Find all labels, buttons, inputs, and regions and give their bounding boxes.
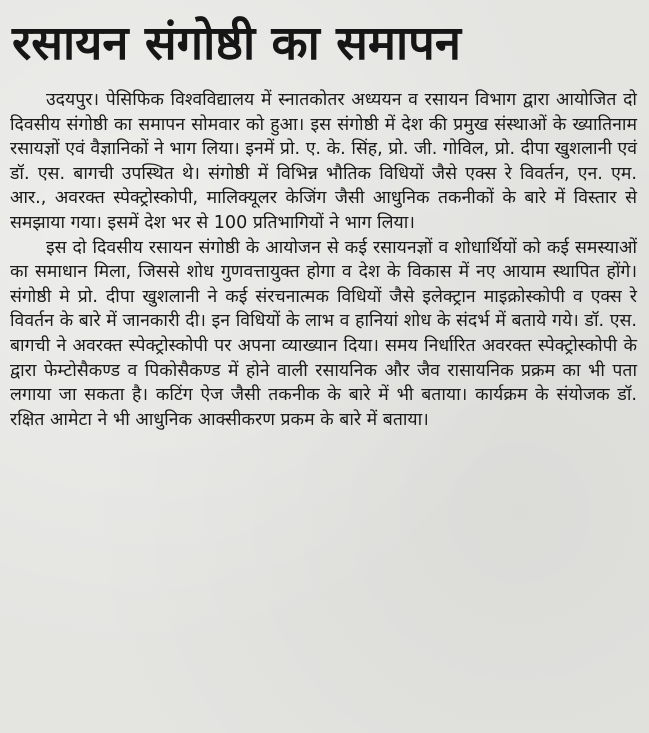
- article-paragraph-1: उदयपुर। पेसिफिक विश्वविद्यालय में स्नातकोतर अध्ययन व रसायन विभाग द्वारा आयोजित दो दिवसीय संगोष्ठी का समापन सोमवार को हुआ। इस संगोष्ठी में देश की प्रमुख संस्थाओं के ख्यातिनाम रसायज्ञों एवं वैज्ञानिकों ने भाग लिया। इनमें प्रो. ए. के. सिंह, प्रो. जी. गोविल, प्रो. दीपा खुशलानी एवं डॉ. एस. बागची उपस्थित थे। संगोष्ठी में विभिन्न भौतिक विधियों जैसे एक्स रे विवर्तन, एन. एम. आर., अवरक्त स्पेक्ट्रोस्कोपी, मालिक्यूलर केजिंग जैसी आधुनिक तकनीकों के बारे में विस्तार से समझाया गया। इसमें देश भर से 100 प्रतिभागियों ने भाग लिया।: [10, 90, 637, 233]
- headline: रसायन संगोष्ठी का समापन: [12, 16, 461, 71]
- article-body: [10, 88, 637, 432]
- article-paragraph-2: इस दो दिवसीय रसायन संगोष्ठी के आयोजन से कई रसायनज्ञों व शोधार्थियों को कई समस्याओं का समाधान मिला, जिससे शोध गुणवत्तायुक्त होगा व देश के विकास में नए आयाम स्थापित होंगे। संगोष्ठी मे प्रो. दीपा खुशलानी ने कई संरचनात्मक विधियों जैसे इलेक्ट्रान माइक्रोस्कोपी व एक्स रे विवर्तन के बारे में जानकारी दी। इन विधियों के लाभ व हानियां शोध के संदर्भ में बताये गये। डॉ. एस. बागची ने अवरक्त स्पेक्ट्रोस्कोपी पर अपना व्याख्यान दिया। समय निर्धारित अवरक्त स्पेक्ट्रोस्कोपी के द्वारा फेम्टोसैकण्ड व पिकोसैकण्ड में होने वाली रसायनिक और जैव रासायनिक प्रक्रम का भी पता लगाया जा सकता है। कटिंग ऐज जैसी तकनीक के बारे में भी बताया। कार्यक्रम के संयोजक डॉ. रक्षित आमेटा ने भी आधुनिक आक्सीकरण प्रकम के बारे में बताया।: [10, 237, 637, 430]
